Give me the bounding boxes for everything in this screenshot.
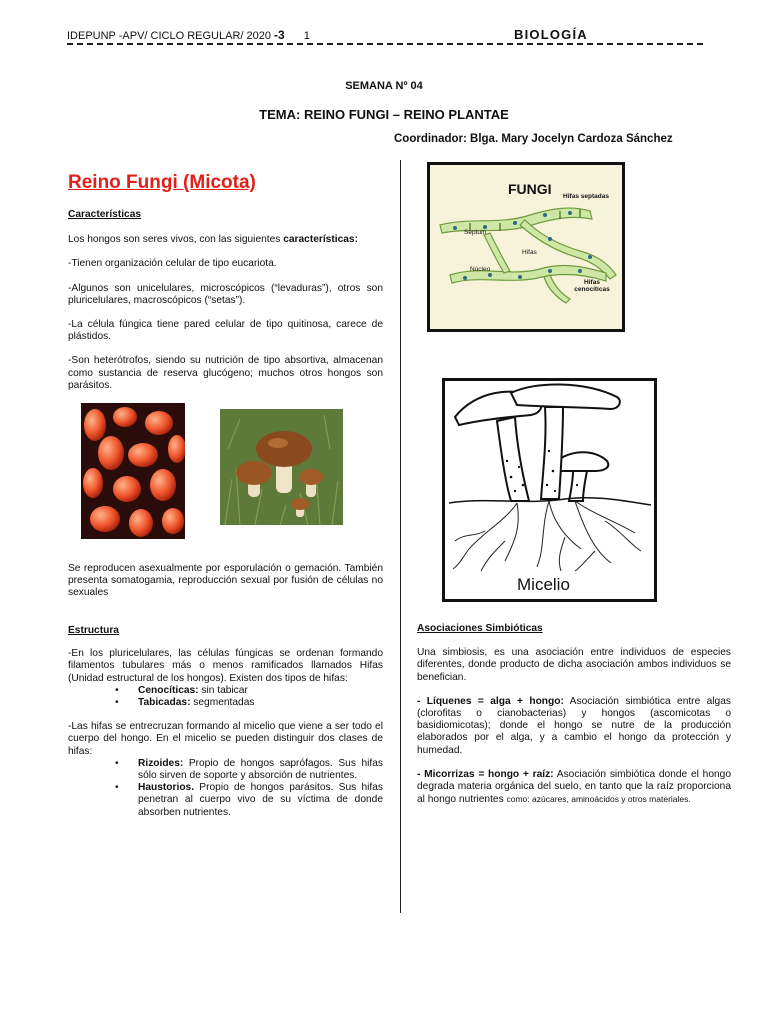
left-column-text-3 xyxy=(68,625,383,819)
paragraph-pared-celular: -La célula fúngica tiene pared celular de tipo quitinosa, carece de plástidos. xyxy=(68,319,383,343)
list-item: • Haustorios. Propio de hongos parásitos. Sus hifas penetran al cuerpo vivo de su víctima de donde absorben nutrientes. xyxy=(115,782,383,818)
paragraph-liquenes xyxy=(417,696,731,757)
liquenes-text: Asociación simbiótica entre algas (clorofitas o cianobacterias) y hongos (ascomicotas o basidiomicotas); donde el hongo se nutre de la producción elaborados por el alga, y a cambio el hongo da protección y humedad. xyxy=(417,695,731,756)
section-title-fungi: Reino Fungi (Micota) xyxy=(68,172,256,193)
asociaciones-heading: Asociaciones Simbióticas xyxy=(417,623,543,634)
paragraph-eucariota: -Tienen organización celular de tipo eucariota. xyxy=(68,258,277,270)
label-nucleo: Núcleo xyxy=(470,266,491,273)
micelio-label: Micelio xyxy=(517,575,570,594)
paragraph-micelio: -Las hifas se entrecruzan formando al micelio que viene a ser todo el cuerpo del hongo. En el micelio se pueden distinguir dos clases de hifas: xyxy=(68,721,383,757)
list-item: • Cenocíticas: sin tabicar xyxy=(115,684,248,696)
hifa-clases-list xyxy=(68,758,383,819)
header-subject: BIOLOGÍA xyxy=(514,27,588,42)
mushroom-photo-illustration xyxy=(220,409,343,525)
paragraph-reproduccion: Se reproducen asexualmente por esporulación o gemación. También presenta somatogamia, reproducción sexual por fusión de células no sexuales xyxy=(68,563,383,599)
micorrizas-text: Asociación simbiótica donde el hongo degrada materia orgánica del suelo, en tanto que la raíz proporciona al hongo nutrientes xyxy=(417,768,731,806)
hifa-types-list xyxy=(68,685,383,709)
micelio-diagram xyxy=(442,378,657,602)
header-course-text: IDEPUNP -APV/ CICLO REGULAR/ 2020 xyxy=(67,30,271,42)
paragraph-heterotrofos: -Son heterótrofos, siendo su nutrición de tipo absortiva, almacenan como sustancia de reserva glucógeno; muchos otros hongos son parásitos. xyxy=(68,355,383,391)
mushroom-photo xyxy=(220,409,343,525)
yeast-cells-illustration xyxy=(81,403,185,539)
liquenes-bold: - Líquenes = alga + hongo: xyxy=(417,695,564,707)
semana-label: SEMANA Nº 04 xyxy=(345,80,423,92)
tema-title: TEMA: REINO FUNGI – REINO PLANTAE xyxy=(259,107,509,122)
list-item-text: Propio de hongos saprófagos. Sus hifas sólo sirven de soporte y absorción de nutrientes. xyxy=(138,757,383,782)
estructura-heading: Estructura xyxy=(68,625,119,636)
yeast-image xyxy=(81,403,185,539)
header-page-number: 1 xyxy=(303,30,310,42)
list-item-text: segmentadas xyxy=(190,697,255,709)
coordinador: Coordinador: Blga. Mary Jocelyn Cardoza Sánchez xyxy=(394,133,673,145)
diagram-title: FUNGI xyxy=(508,181,552,197)
header-course xyxy=(67,28,310,42)
list-item-text: Propio de hongos parásitos. Sus hifas penetran al cuerpo vivo de su víctima de donde absorben nutrientes. xyxy=(138,782,383,818)
left-column-text-1 xyxy=(68,209,383,392)
list-item-bold: Tabicadas: xyxy=(138,697,191,709)
label-hifas: Hifas xyxy=(522,249,537,256)
header-divider xyxy=(67,43,703,45)
list-item-bold: Cenocíticas: xyxy=(138,684,199,696)
paragraph-micorrizas xyxy=(417,769,731,807)
list-item-bold: Haustorios. xyxy=(138,782,195,794)
paragraph-pluricelulares: -En los pluricelulares, las células fúngicas se ordenan formando filamentos tubulares más o menos ramificados llamados Hifas (Unidad estructural de los hongos). Existen dos tipos de hifas: xyxy=(68,648,383,684)
mushroom-micelio-illustration xyxy=(445,381,654,599)
micorrizas-small: como: azúcares, aminoácidos y otros materiales. xyxy=(506,794,691,805)
left-column-text-2 xyxy=(68,563,383,600)
label-hifas-cenociticas: Hifas cenocíticas xyxy=(574,279,610,293)
intro-paragraph xyxy=(68,234,383,246)
caracteristicas-heading: Características xyxy=(68,209,142,220)
list-item-text: sin tabicar xyxy=(198,684,248,696)
intro-bold: características: xyxy=(283,234,358,246)
list-item-bold: Rizoides: xyxy=(138,757,184,769)
label-septum: Septum xyxy=(464,229,487,236)
intro-plain: Los hongos son seres vivos, con las siguientes xyxy=(68,234,284,246)
micorrizas-bold: - Micorrizas = hongo + raíz: xyxy=(417,768,554,780)
header-course-bold: -3 xyxy=(274,28,285,42)
label-hifas-septadas: Hifas septadas xyxy=(563,193,609,200)
fungi-hyphae-diagram xyxy=(427,162,625,332)
paragraph-simbiosis: Una simbiosis, es una asociación entre individuos de especies diferentes, donde producto de dicha asociación ambos individuos se benefician. xyxy=(417,647,731,683)
list-item: • Rizoides: Propio de hongos saprófagos. Sus hifas sólo sirven de soporte y absorción de nutrientes. xyxy=(115,757,383,782)
column-divider xyxy=(400,160,401,913)
right-column-text xyxy=(417,623,731,806)
list-item: • Tabicadas: segmentadas xyxy=(115,697,255,709)
paragraph-unicelulares: -Algunos son unicelulares, microscópicos (“levaduras”), otros son pluricelulares, macroscópicos (“setas”). xyxy=(68,282,383,306)
